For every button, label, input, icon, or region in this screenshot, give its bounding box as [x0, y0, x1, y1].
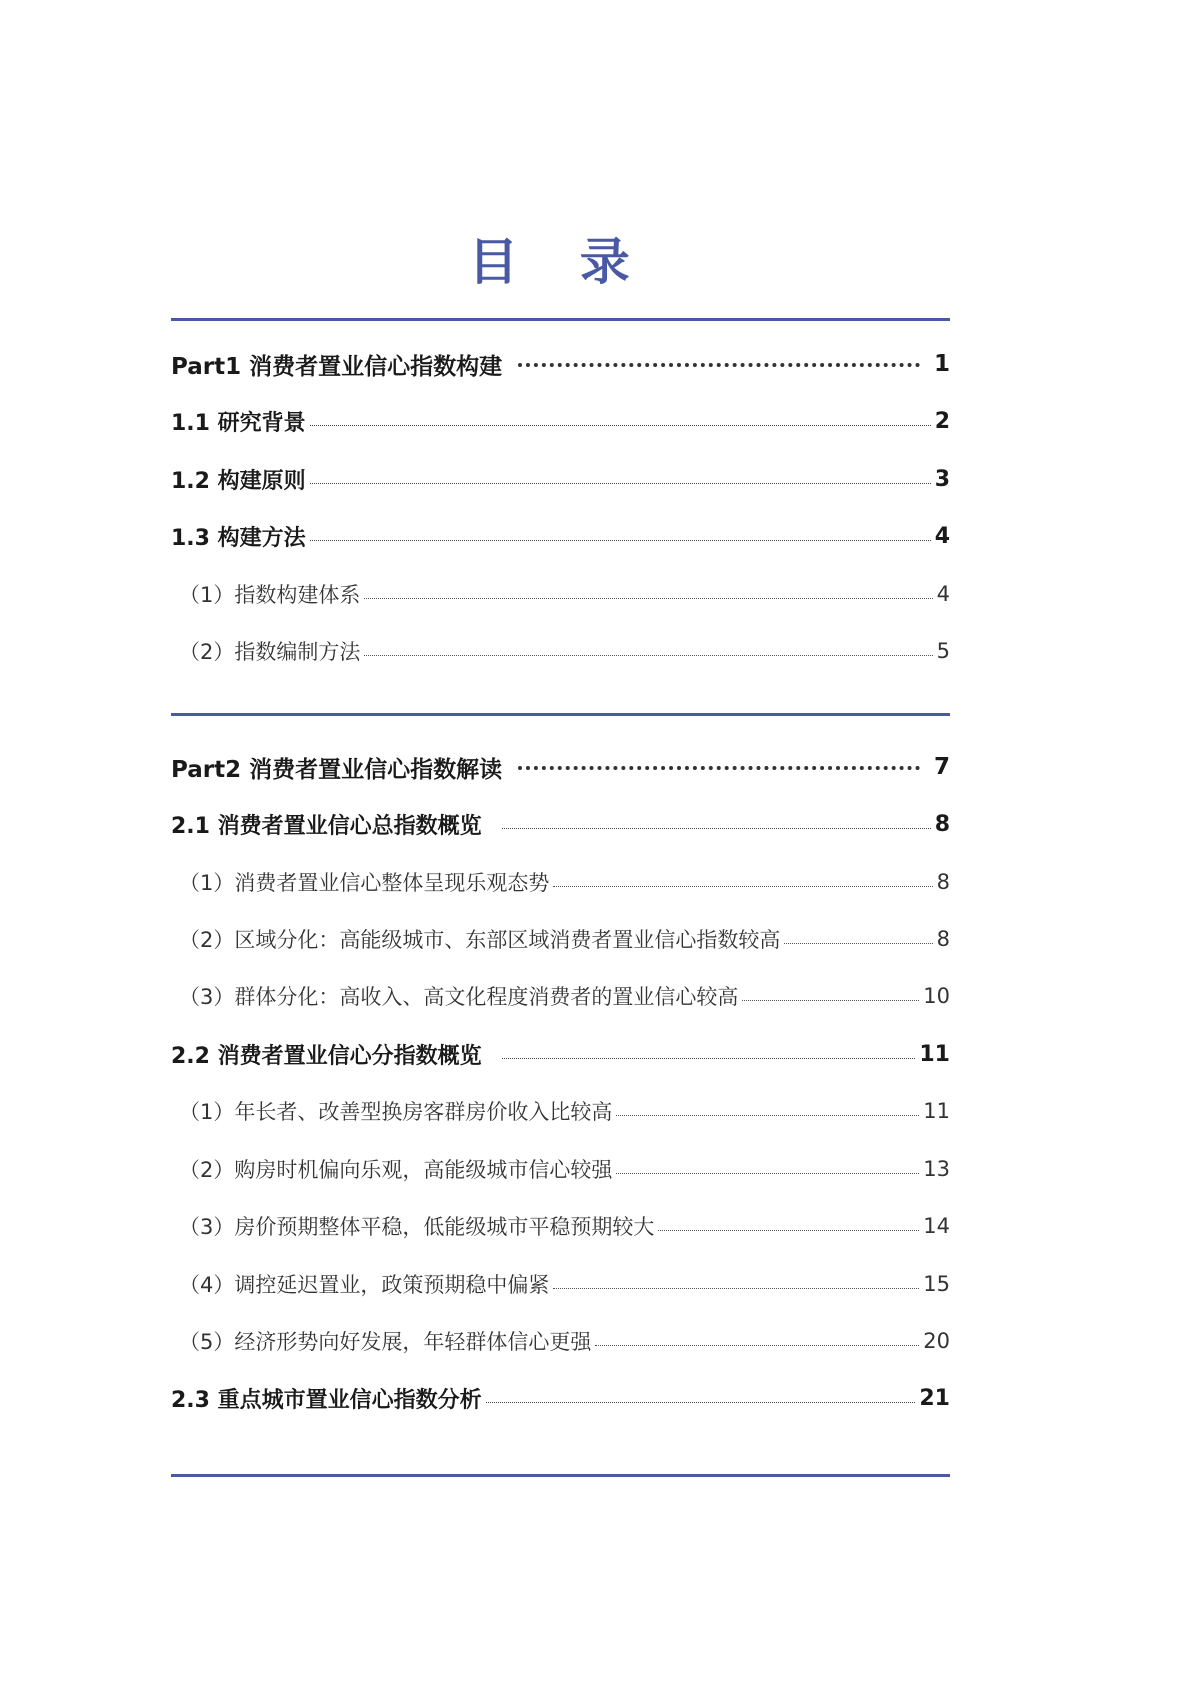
toc-entry-2-2-3[interactable]	[171, 1206, 950, 1246]
dot-leader	[658, 1230, 919, 1231]
toc-entry-label: 2.2 消费者置业信心分指数概览	[171, 1043, 482, 1069]
dot-leader	[486, 1402, 916, 1403]
dot-leader	[518, 766, 920, 770]
toc-title: 目 录	[468, 233, 652, 291]
toc-entry-label: 2.3 重点城市置业信心指数分析	[171, 1387, 482, 1413]
dot-leader	[553, 1288, 919, 1289]
dot-leader	[742, 1000, 919, 1001]
toc-entry-part1[interactable]	[171, 344, 950, 384]
toc-entry-1-3-1[interactable]	[171, 574, 950, 614]
toc-entry-label: （4）调控延迟置业，政策预期稳中偏紧	[179, 1273, 550, 1297]
toc-entry-2-2-1[interactable]	[171, 1091, 950, 1131]
toc-entry-label: （1）年长者、改善型换房客群房价收入比较高	[179, 1100, 613, 1124]
toc-entry-page: 5	[936, 639, 950, 663]
toc-entry-page: 21	[919, 1385, 950, 1411]
toc-entry-page: 20	[923, 1329, 950, 1353]
toc-entry-2-2-2[interactable]	[171, 1149, 950, 1189]
toc-entry-label: 1.2 构建原则	[171, 468, 306, 494]
toc-entry-page: 11	[923, 1099, 950, 1123]
toc-entry-label: （3）房价预期整体平稳，低能级城市平稳预期较大	[179, 1215, 655, 1239]
toc-entry-page: 11	[919, 1041, 950, 1067]
dot-leader	[784, 943, 932, 944]
dot-leader	[595, 1345, 919, 1346]
toc-entry-2-2-4[interactable]	[171, 1264, 950, 1304]
toc-entry-page: 10	[923, 984, 950, 1008]
toc-entry-label: （1）指数构建体系	[179, 583, 361, 607]
toc-entry-label: 1.3 构建方法	[171, 525, 306, 551]
toc-entry-1-1[interactable]	[171, 401, 950, 441]
toc-entry-label: （1）消费者置业信心整体呈现乐观态势	[179, 871, 550, 895]
toc-entry-2-1[interactable]	[171, 804, 950, 844]
toc-entry-label: （3）群体分化：高收入、高文化程度消费者的置业信心较高	[179, 985, 739, 1009]
toc-entry-part2[interactable]	[171, 747, 950, 787]
toc-entry-page: 8	[934, 811, 950, 837]
toc-entry-page: 3	[934, 466, 950, 492]
dot-leader	[518, 363, 920, 367]
dot-leader	[616, 1173, 919, 1174]
toc-entry-2-2-5[interactable]	[171, 1321, 950, 1361]
toc-entry-2-1-2[interactable]	[171, 919, 950, 959]
dot-leader	[616, 1115, 919, 1116]
toc-entry-page: 7	[933, 754, 950, 780]
divider-top	[171, 318, 950, 321]
toc-entry-label: （2）区域分化：高能级城市、东部区域消费者置业信心指数较高	[179, 928, 781, 952]
toc-entry-label: 1.1 研究背景	[171, 410, 306, 436]
dot-leader	[310, 425, 931, 426]
dot-leader	[502, 1058, 916, 1059]
toc-entry-label: （2）指数编制方法	[179, 640, 361, 664]
dot-leader	[502, 828, 931, 829]
toc-entry-2-1-1[interactable]	[171, 862, 950, 902]
toc-entry-page: 1	[933, 351, 950, 377]
toc-entry-page: 8	[936, 870, 950, 894]
toc-entry-page: 2	[934, 408, 950, 434]
dot-leader	[364, 655, 932, 656]
dot-leader	[553, 886, 932, 887]
toc-entry-page: 14	[923, 1214, 950, 1238]
toc-entry-1-3[interactable]	[171, 516, 950, 556]
toc-entry-2-1-3[interactable]	[171, 976, 950, 1016]
toc-entry-2-2[interactable]	[171, 1034, 950, 1074]
toc-entry-page: 4	[936, 582, 950, 606]
divider-middle	[171, 713, 950, 716]
toc-entry-label: （2）购房时机偏向乐观，高能级城市信心较强	[179, 1158, 613, 1182]
toc-entry-page: 13	[923, 1157, 950, 1181]
toc-entry-1-3-2[interactable]	[171, 631, 950, 671]
toc-entry-label: Part1 消费者置业信心指数构建	[171, 353, 503, 380]
dot-leader	[364, 598, 932, 599]
dot-leader	[310, 483, 931, 484]
toc-entry-page: 4	[934, 523, 950, 549]
toc-entry-label: 2.1 消费者置业信心总指数概览	[171, 813, 482, 839]
toc-entry-label: Part2 消费者置业信心指数解读	[171, 756, 503, 783]
toc-entry-2-3[interactable]	[171, 1378, 950, 1418]
toc-entry-page: 8	[936, 927, 950, 951]
divider-bottom	[171, 1474, 950, 1477]
toc-entry-1-2[interactable]	[171, 459, 950, 499]
toc-entry-page: 15	[923, 1272, 950, 1296]
dot-leader	[310, 540, 931, 541]
toc-entry-label: （5）经济形势向好发展，年轻群体信心更强	[179, 1330, 592, 1354]
